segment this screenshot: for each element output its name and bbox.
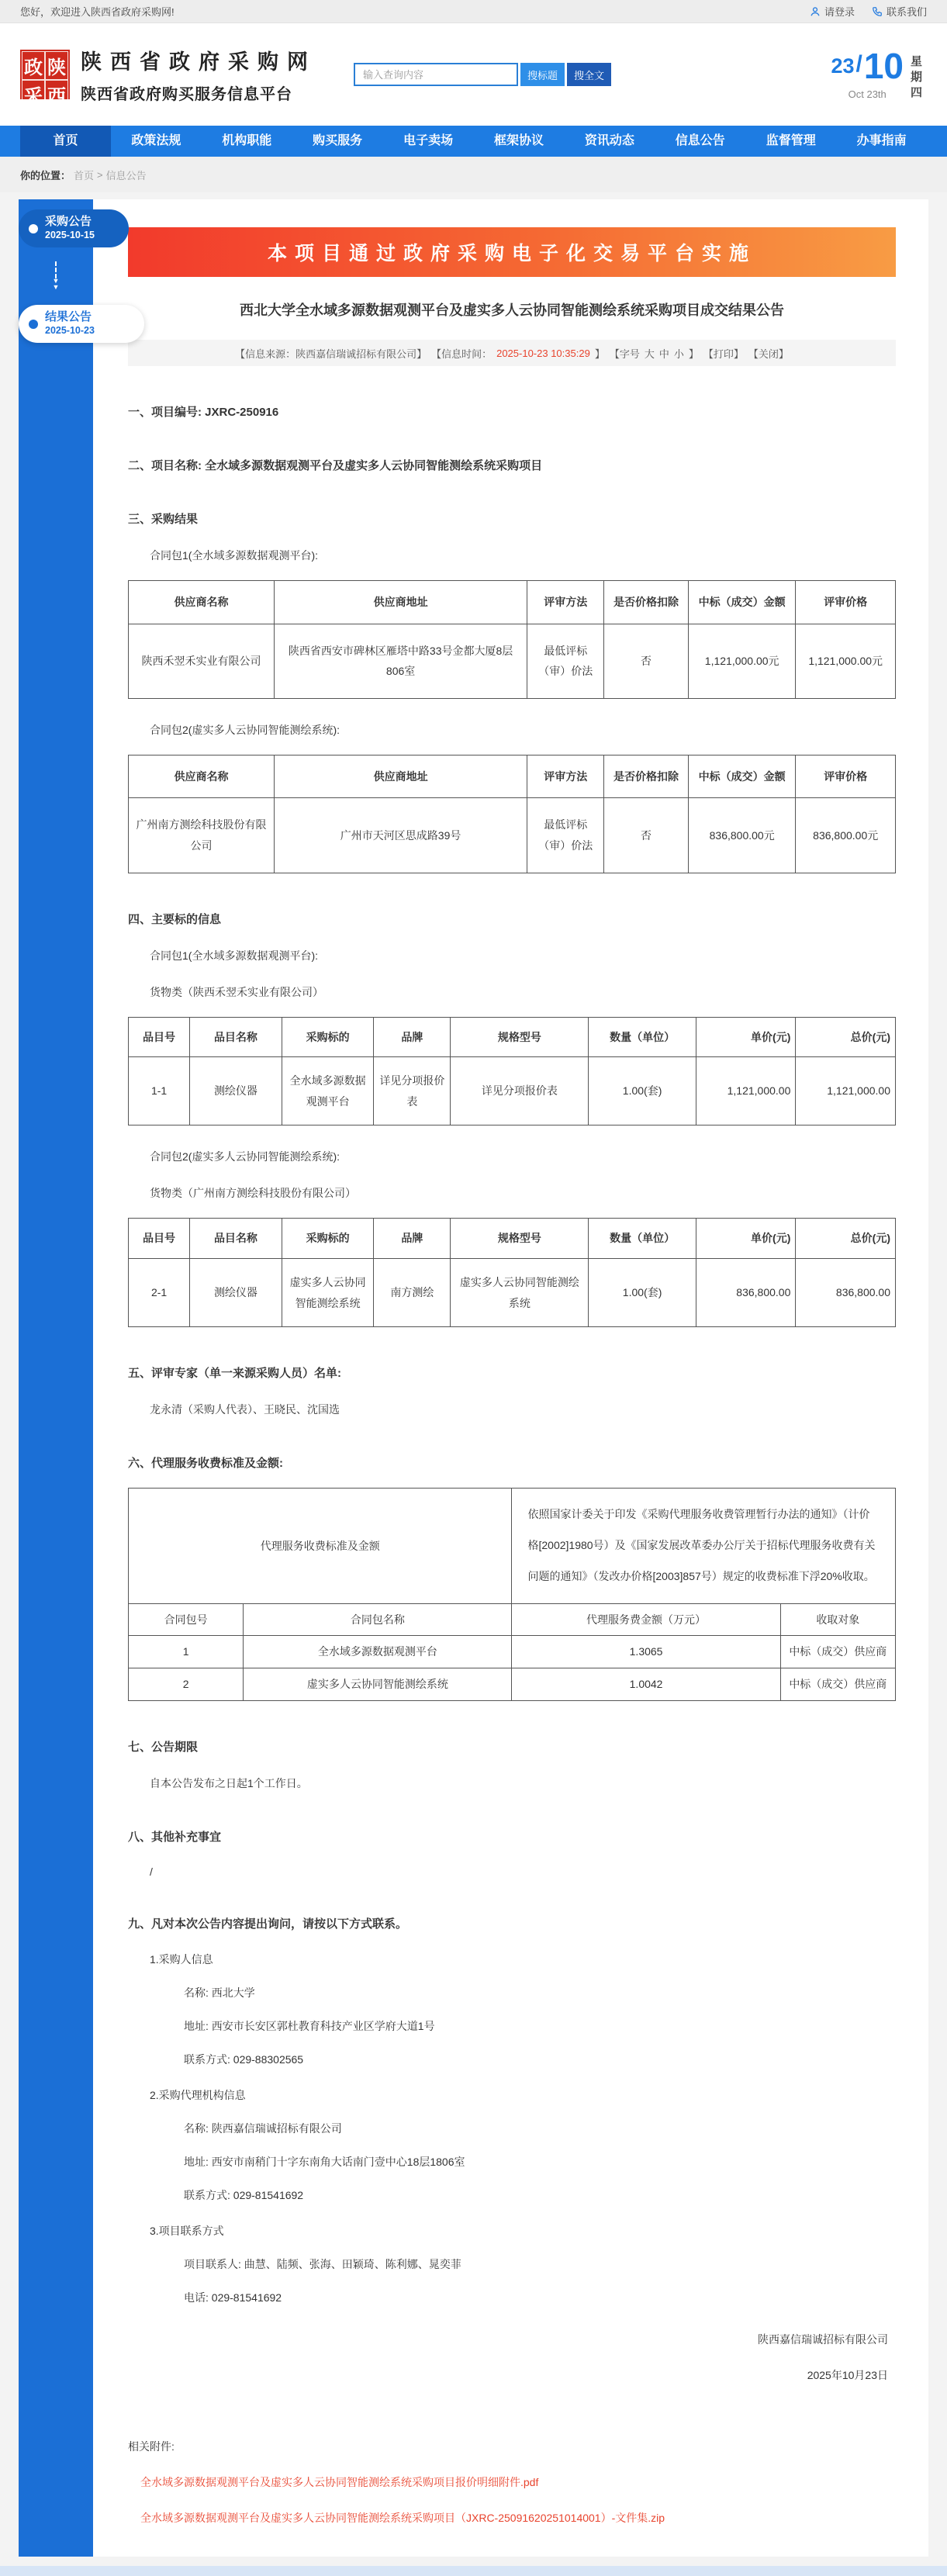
- nav-item-policies[interactable]: 政策法规: [131, 134, 181, 147]
- supplier-result-table-package2: [128, 755, 896, 873]
- timeline-step-result-notice[interactable]: 结果公告 2025-10-23: [19, 305, 144, 343]
- font-size-medium-button[interactable]: 中: [658, 348, 669, 360]
- agency-fee-table: [128, 1488, 896, 1700]
- header-cell: 供应商名称: [129, 581, 275, 624]
- signature-date: 2025年10月23日: [807, 2368, 888, 2381]
- signature-company: 陕西嘉信瑞诚招标有限公司: [758, 2332, 888, 2346]
- date-day: 23: [831, 54, 855, 78]
- table-header-row: [129, 755, 896, 798]
- cell: 1,121,000.00元: [796, 624, 896, 698]
- cell: 虚实多人云协同智能测绘系统: [244, 1668, 512, 1700]
- package1-label: 合同包1(全水域多源数据观测平台):: [150, 949, 318, 962]
- cell: 1.00(套): [589, 1258, 696, 1326]
- nav-item-e-marketplace[interactable]: 电子卖场: [403, 134, 454, 147]
- cell: 1,121,000.00: [796, 1057, 896, 1125]
- cell: 全水域多源数据观测平台: [282, 1057, 374, 1125]
- package2-label: 合同包2(虚实多人云协同智能测绘系统):: [150, 723, 340, 736]
- cell: 否: [604, 798, 689, 873]
- cell: 南方测绘: [374, 1258, 451, 1326]
- top-utility-bar: [0, 0, 947, 23]
- contact-us-link[interactable]: 联系我们: [872, 4, 927, 19]
- search-bar: [354, 63, 611, 86]
- agency-info-title: 2.采购代理机构信息: [150, 2088, 246, 2101]
- project-contact-phone: 电话: 029-81541692: [184, 2291, 282, 2304]
- nav-item-announcements[interactable]: 信息公告: [675, 134, 725, 147]
- header-cell: 单价(元): [696, 1219, 796, 1259]
- attachments-label: 相关附件:: [128, 2439, 175, 2453]
- nav-item-purchase-services[interactable]: 购买服务: [313, 134, 363, 147]
- info-time-value: 2025-10-23 10:35:29: [496, 347, 590, 359]
- cell: 详见分项报价表: [451, 1057, 589, 1125]
- date-month: 10: [863, 45, 904, 86]
- section-6-agency-fee: 六、代理服务收费标准及金额:: [128, 1457, 283, 1471]
- site-header: [0, 23, 947, 126]
- expert-names: 龙永清（采购人代表）、王晓民、沈国选: [150, 1403, 340, 1416]
- phone-icon: [872, 6, 883, 17]
- header-cell: 中标（成交）金额: [688, 581, 795, 624]
- search-title-button[interactable]: 搜标题: [520, 63, 565, 86]
- header-cell: 合同包号: [129, 1603, 244, 1636]
- cell: 1: [129, 1636, 244, 1668]
- search-fulltext-button[interactable]: 搜全文: [567, 63, 611, 86]
- table-header-row: [129, 1017, 896, 1057]
- table-row: [129, 1258, 896, 1326]
- breadcrumb: 你的位置： 首页 > 信息公告: [0, 157, 947, 192]
- buyer-name: 名称: 西北大学: [184, 1986, 255, 1999]
- date-widget: 23 / 10 Oct 23th 星期四: [831, 45, 923, 100]
- cell: 广州南方测绘科技股份有限公司: [129, 798, 275, 873]
- header-cell: 评审价格: [796, 755, 896, 798]
- cell: 陕西省西安市碑林区雁塔中路33号金都大厦8层806室: [274, 624, 527, 698]
- cell: 2-1: [129, 1258, 190, 1326]
- header-cell: 采购标的: [282, 1017, 374, 1057]
- table-row: [129, 1489, 896, 1604]
- table-row: [129, 624, 896, 698]
- header-cell: 品目名称: [190, 1219, 282, 1259]
- close-button[interactable]: 【关闭】: [748, 348, 789, 360]
- step-dot-icon: [29, 320, 38, 329]
- breadcrumb-home-link[interactable]: 首页: [74, 169, 95, 182]
- announcement-title: 西北大学全水域多源数据观测平台及虚实多人云协同智能测绘系统采购项目成交结果公告: [240, 303, 784, 318]
- breadcrumb-current[interactable]: 信息公告: [105, 169, 147, 182]
- search-input[interactable]: [354, 63, 518, 86]
- section-9-contact-intro: 九、凡对本次公告内容提出询问，请按以下方式联系。: [128, 1917, 408, 1931]
- font-size-label: 【字号: [609, 348, 640, 360]
- nav-item-supervision[interactable]: 监督管理: [766, 134, 816, 147]
- table-row: [129, 1636, 896, 1668]
- section-2-project-name: 二、项目名称: 全水域多源数据观测平台及虚实多人云协同智能测绘系统采购项目: [128, 459, 543, 472]
- cell: 1,121,000.00: [696, 1057, 796, 1125]
- cell: 虚实多人云协同智能测绘系统: [451, 1258, 589, 1326]
- cell: 1-1: [129, 1057, 190, 1125]
- cell: 836,800.00元: [796, 798, 896, 873]
- cell: 测绘仪器: [190, 1057, 282, 1125]
- header-cell: 单价(元): [696, 1017, 796, 1057]
- supplier-result-table-package1: [128, 580, 896, 699]
- info-time-label: 【信息时间：: [431, 348, 493, 360]
- footer-bar: [0, 2566, 947, 2576]
- date-english: Oct 23th: [848, 88, 887, 100]
- main-nav: [0, 126, 947, 157]
- buyer-address: 地址: 西安市长安区郭杜教育科技产业区学府大道1号: [184, 2019, 435, 2032]
- header-cell: 品目号: [129, 1017, 190, 1057]
- cell: 1.00(套): [589, 1057, 696, 1125]
- header-cell: 供应商地址: [274, 755, 527, 798]
- header-cell: 评审方法: [527, 581, 604, 624]
- site-title: 陕西省政府采购网: [81, 50, 316, 74]
- nav-item-news[interactable]: 资讯动态: [584, 134, 634, 147]
- cell: 最低评标（审）价法: [527, 624, 604, 698]
- font-size-large-button[interactable]: 大: [644, 348, 655, 360]
- info-source: 【信息来源：陕西嘉信瑞诚招标有限公司】: [235, 348, 427, 360]
- header-cell: 规格型号: [451, 1017, 589, 1057]
- section-3-procurement-result: 三、采购结果: [128, 513, 199, 526]
- cell: 836,800.00: [796, 1258, 896, 1326]
- header-cell: 评审方法: [527, 755, 604, 798]
- cell: 虚实多人云协同智能测绘系统: [282, 1258, 374, 1326]
- announcement-timeline-sidebar: [19, 199, 93, 2557]
- table-header-row: [129, 581, 896, 624]
- project-contact-title: 3.项目联系方式: [150, 2224, 224, 2237]
- header-cell: 供应商地址: [274, 581, 527, 624]
- cell: 中标（成交）供应商: [780, 1668, 895, 1700]
- section-1-project-number: 一、项目编号: JXRC-250916: [128, 406, 279, 419]
- user-icon: [810, 6, 821, 17]
- buyer-info-title: 1.采购人信息: [150, 1952, 213, 1966]
- step-dot-icon: [29, 224, 38, 233]
- article-meta-bar: 【信息来源：陕西嘉信瑞诚招标有限公司】 【信息时间： 2025-10-23 10:35:29 】 【字号 大 中 小 】 【打印】 【关闭】: [128, 340, 896, 366]
- header-cell: 品牌: [374, 1219, 451, 1259]
- goods-category1-label: 货物类（陕西禾翌禾实业有限公司）: [150, 985, 323, 998]
- header-cell: 规格型号: [451, 1219, 589, 1259]
- login-link[interactable]: 请登录: [810, 4, 855, 19]
- attachment-zip-link[interactable]: 全水域多源数据观测平台及虚实多人云协同智能测绘系统采购项目（JXRC-25091620251014001）-文件集.zip: [140, 2511, 665, 2524]
- cell: 1,121,000.00元: [688, 624, 795, 698]
- weekday-label: 星期四: [911, 54, 923, 100]
- header-cell: 总价(元): [796, 1219, 896, 1259]
- project-contact-persons: 项目联系人: 曲慧、陆频、张海、田颖琦、陈利娜、晁奕菲: [184, 2257, 461, 2270]
- table-header-row: [129, 1603, 896, 1636]
- header-cell: 供应商名称: [129, 755, 275, 798]
- timeline-arrow-down-icon: ▼ ▼: [19, 247, 93, 305]
- cell: 否: [604, 624, 689, 698]
- attachment-pdf-link[interactable]: 全水域多源数据观测平台及虚实多人云协同智能测绘系统采购项目报价明细附件.pdf: [140, 2475, 539, 2488]
- cell: 836,800.00: [696, 1258, 796, 1326]
- nav-item-functions[interactable]: 机构职能: [222, 134, 272, 147]
- header-cell: 是否价格扣除: [604, 581, 689, 624]
- content-panel: [19, 199, 928, 2557]
- header-cell: 品牌: [374, 1017, 451, 1057]
- table-header-row: [129, 1219, 896, 1259]
- header-cell: 采购标的: [282, 1219, 374, 1259]
- package1-label: 合同包1(全水域多源数据观测平台):: [150, 549, 318, 562]
- header-cell: 总价(元): [796, 1017, 896, 1057]
- header-cell: 品目号: [129, 1219, 190, 1259]
- table-row: [129, 798, 896, 873]
- header-cell: 数量（单位）: [589, 1017, 696, 1057]
- items-table-package1: [128, 1017, 896, 1126]
- e-trading-platform-banner: 本项目通过政府采购电子化交易平台实施: [128, 227, 896, 277]
- cell: 陕西禾翌禾实业有限公司: [129, 624, 275, 698]
- header-cell: 评审价格: [796, 581, 896, 624]
- header-cell: 中标（成交）金额: [688, 755, 795, 798]
- section-8-other-matters: 八、其他补充事宜: [128, 1830, 222, 1844]
- nav-item-guide[interactable]: 办事指南: [856, 134, 907, 147]
- agency-phone: 联系方式: 029-81541692: [184, 2188, 304, 2201]
- agency-name: 名称: 陕西嘉信瑞诚招标有限公司: [184, 2121, 342, 2135]
- header-cell: 是否价格扣除: [604, 755, 689, 798]
- cell: 测绘仪器: [190, 1258, 282, 1326]
- section-7-announcement-period: 七、公告期限: [128, 1740, 199, 1754]
- welcome-text: 您好，欢迎进入陕西省政府采购网!: [20, 6, 175, 18]
- section-5-experts: 五、评审专家（单一来源采购人员）名单:: [128, 1367, 341, 1381]
- header-cell: 代理服务费金额（万元）: [512, 1603, 780, 1636]
- cell: 836,800.00元: [688, 798, 795, 873]
- agency-address: 地址: 西安市南稍门十字东南角大话南门壹中心18层1806室: [184, 2155, 465, 2168]
- table-row: [129, 1668, 896, 1700]
- package2-label: 合同包2(虚实多人云协同智能测绘系统):: [150, 1150, 340, 1164]
- section-4-main-subject-info: 四、主要标的信息: [128, 912, 222, 926]
- cell: 1.0042: [512, 1668, 780, 1700]
- header-cell: 数量（单位）: [589, 1219, 696, 1259]
- font-size-small-button[interactable]: 小: [673, 348, 684, 360]
- nav-item-home[interactable]: 首页: [20, 126, 111, 157]
- cell: 最低评标（审）价法: [527, 798, 604, 873]
- buyer-phone: 联系方式: 029-88302565: [184, 2052, 304, 2066]
- cell: 1.3065: [512, 1636, 780, 1668]
- timeline-step-procurement-notice[interactable]: 采购公告 2025-10-15: [19, 209, 129, 247]
- cell: 全水域多源数据观测平台: [244, 1636, 512, 1668]
- article-body: [93, 199, 928, 2557]
- table-row: [129, 1057, 896, 1125]
- header-cell: 合同包名称: [244, 1603, 512, 1636]
- cell: 详见分项报价表: [374, 1057, 451, 1125]
- goods-category2-label: 货物类（广州南方测绘科技股份有限公司）: [150, 1187, 356, 1200]
- print-button[interactable]: 【打印】: [703, 348, 744, 360]
- site-logo[interactable]: 政 陕 采 西: [20, 50, 70, 99]
- announcement-period-body: 自本公告发布之日起1个工作日。: [150, 1776, 308, 1789]
- cell: 广州市天河区思成路39号: [274, 798, 527, 873]
- fee-policy-cell: 依照国家计委关于印发《采购代理服务收费管理暂行办法的通知》（计价格[2002]1980号）及《国家发展改革委办公厅关于招标代理服务收费有关问题的通知》（发改办价格[2003]857号）规定的收费标准下浮20%收取。: [512, 1489, 896, 1604]
- site-subtitle: 陕西省政府购买服务信息平台: [81, 86, 292, 103]
- cell: 2: [129, 1668, 244, 1700]
- other-matters-body: /: [150, 1865, 153, 1878]
- header-cell: 品目名称: [190, 1017, 282, 1057]
- fee-standard-label-cell: 代理服务收费标准及金额: [129, 1489, 512, 1604]
- header-cell: 收取对象: [780, 1603, 895, 1636]
- items-table-package2: [128, 1218, 896, 1327]
- nav-item-framework-agreement[interactable]: 框架协议: [493, 134, 544, 147]
- cell: 中标（成交）供应商: [780, 1636, 895, 1668]
